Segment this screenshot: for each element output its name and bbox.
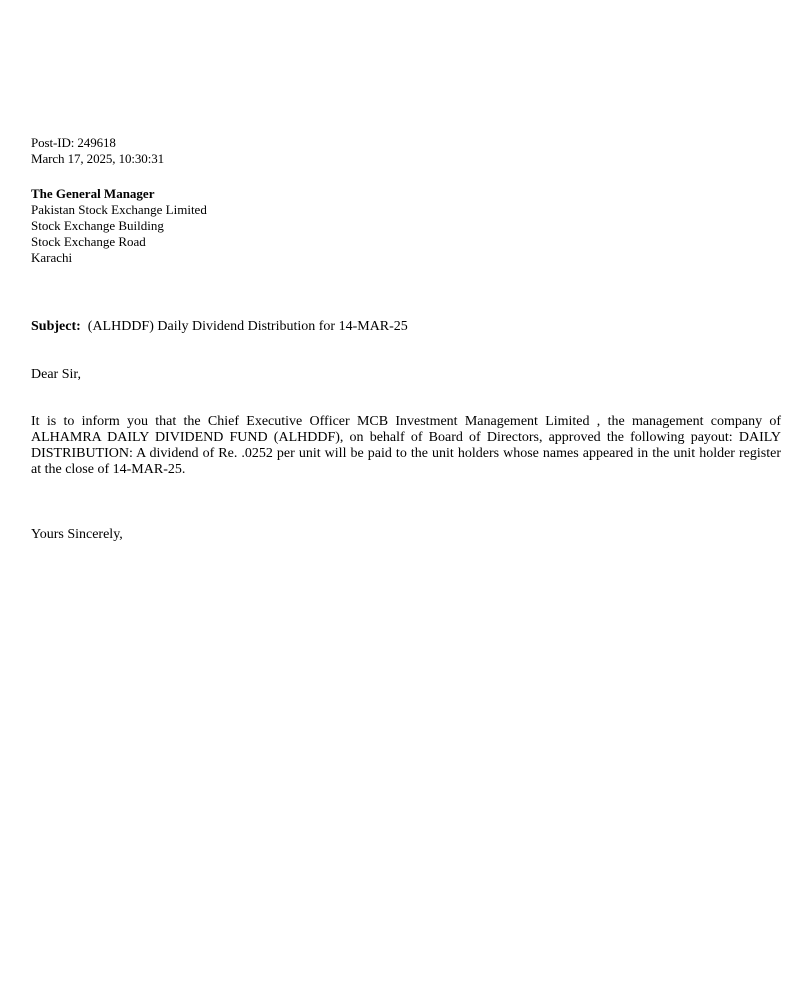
recipient-address-line: Pakistan Stock Exchange Limited [31,202,207,217]
subject-line [31,318,781,335]
date-line: March 17, 2025, 10:30:31 [31,151,165,166]
post-id: Post-ID: 249618 [31,135,116,150]
salutation: Dear Sir, [31,367,81,382]
subject-text: (ALHDDF) Daily Dividend Distribution for 14-MAR-25 [87,319,408,334]
recipient-name: The General Manager [31,186,155,201]
subject-label: Subject: [31,319,81,334]
closing: Yours Sincerely, [31,527,123,542]
body-paragraph: It is to inform you that the Chief Executive Officer MCB Investment Management Limited , the management company of ALHAMRA DAILY DIVIDEND FUND (ALHDDF), on behalf of Board of Directors, approved the following payout: DAILY DISTRIBUTION: A dividend of Re. .0252 per unit will be paid to the unit holders whose names appeared in the unit holder register at the close of 14-MAR-25. [31,414,781,477]
recipient-address-line: Stock Exchange Road [31,234,146,249]
recipient-block [31,186,781,266]
recipient-address-line: Karachi [31,250,73,265]
recipient-address-line: Stock Exchange Building [31,218,164,233]
